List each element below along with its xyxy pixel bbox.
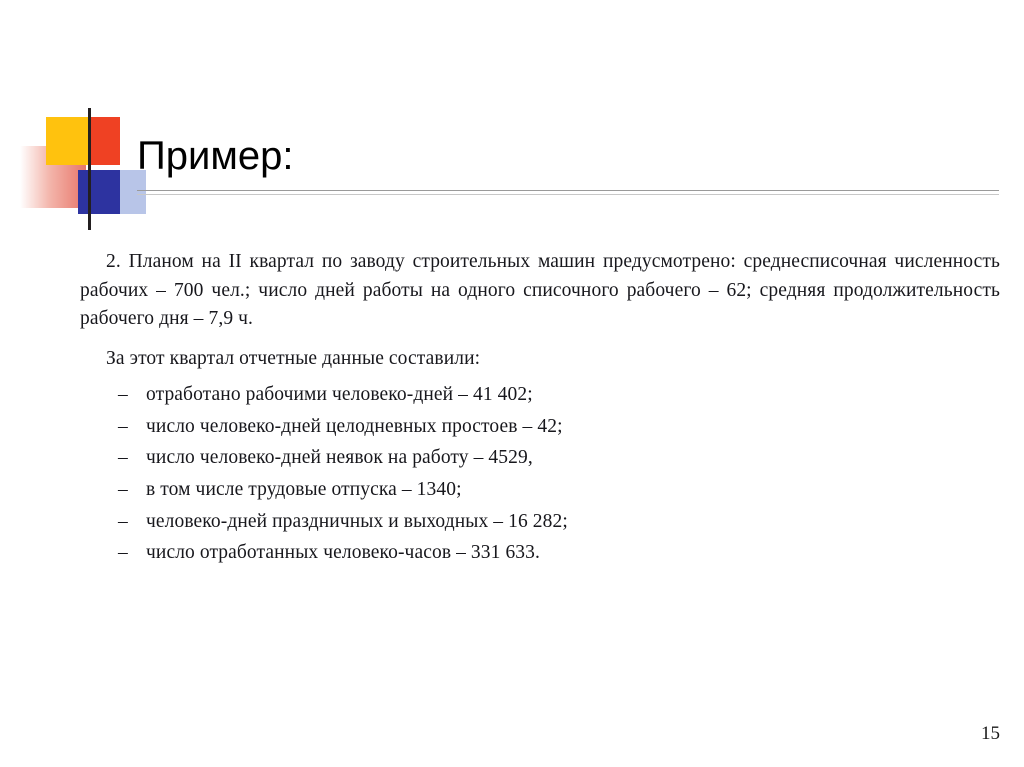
task-paragraph-main bbox=[80, 248, 1000, 334]
list-item-text: число человеко-дней целодневных простоев – 42; bbox=[146, 415, 563, 437]
list-item bbox=[118, 474, 1010, 506]
logo-vertical-line bbox=[88, 108, 91, 230]
list-dash: – bbox=[118, 415, 128, 437]
logo-square-blue bbox=[78, 170, 120, 214]
list-item bbox=[118, 411, 1010, 443]
list-item bbox=[118, 506, 1010, 538]
task-paragraph-2: За этот квартал отчетные данные составили: bbox=[106, 347, 481, 369]
logo-square-red bbox=[88, 117, 120, 165]
logo-square-yellow bbox=[46, 117, 88, 165]
list-dash: – bbox=[118, 478, 128, 500]
title-divider-secondary bbox=[137, 194, 999, 195]
list-item-text: число человеко-дней неявок на работу – 4529, bbox=[146, 447, 533, 469]
list-dash: – bbox=[118, 447, 128, 469]
list-dash: – bbox=[118, 542, 128, 564]
list-item bbox=[118, 442, 1010, 474]
page-number: 15 bbox=[981, 723, 1000, 744]
list-item bbox=[118, 537, 1010, 569]
list-dash: – bbox=[118, 384, 128, 406]
list-item-text: отработано рабочими человеко-дней – 41 402; bbox=[146, 384, 533, 406]
list-item-text: число отработанных человеко-часов – 331 633. bbox=[146, 542, 540, 564]
title-divider bbox=[137, 190, 999, 191]
task-body bbox=[80, 248, 1010, 569]
task-paragraph-1-text: Планом на II квартал по заводу строительных машин предусмотрено: среднесписочная численность рабочих – 700 чел.; число дней работы на одного списочного рабочего – 62; средняя продолжительность рабочего дня – 7,9 ч. bbox=[80, 251, 1000, 330]
list-item-text: человеко-дней праздничных и выходных – 16 282; bbox=[146, 510, 568, 532]
task-number: 2. bbox=[106, 251, 121, 272]
list-dash: – bbox=[118, 510, 128, 532]
list-item-text: в том числе трудовые отпуска – 1340; bbox=[146, 478, 462, 500]
page-title: Пример: bbox=[137, 134, 294, 178]
task-item-list bbox=[80, 379, 1010, 568]
list-item bbox=[118, 379, 1010, 411]
